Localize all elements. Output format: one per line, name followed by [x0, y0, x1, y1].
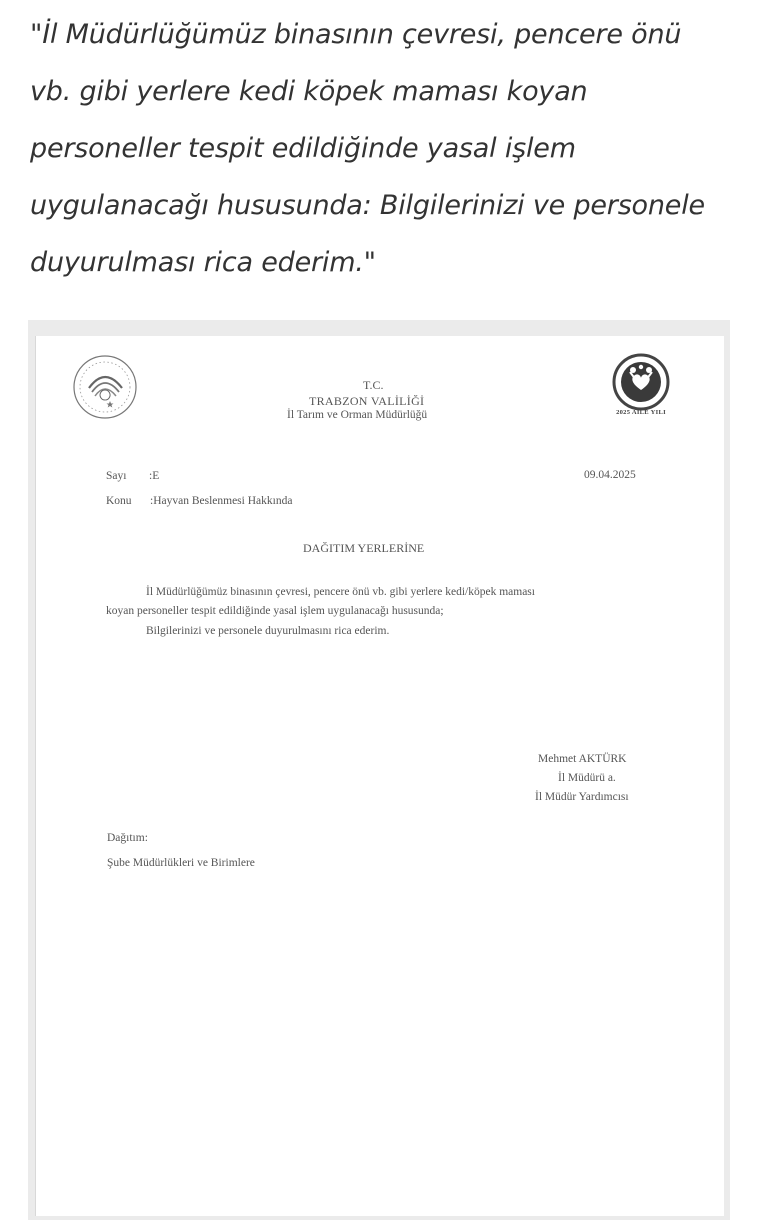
body-line-3: Bilgilerinizi ve personele duyurulmasını rica ederim.: [146, 625, 390, 637]
body-line-1: İl Müdürlüğümüz binasının çevresi, pencere önü vb. gibi yerlere kedi/köpek maması: [146, 586, 535, 598]
body-line-2: koyan personeller tespit edildiğinde yasal işlem uygulanacağı hususunda;: [106, 605, 444, 617]
document-date: 09.04.2025: [584, 469, 636, 481]
article-quote: [30, 6, 740, 291]
header-governorship: TRABZON VALİLİĞİ: [309, 394, 425, 408]
signer-title-2: İl Müdür Yardımcısı: [535, 791, 629, 803]
addressee: DAĞITIM YERLERİNE: [303, 541, 425, 555]
sayi-label: Sayı: [106, 470, 127, 482]
ministry-seal-icon: [72, 354, 138, 420]
signer-name: Mehmet AKTÜRK: [538, 753, 627, 765]
signer-title-1: İl Müdürü a.: [558, 772, 616, 784]
distribution-label: Dağıtım:: [107, 832, 148, 844]
quote-line: "İl Müdürlüğümüz binasının çevresi, pencere önü: [30, 19, 682, 50]
konu-value: :Hayvan Beslenmesi Hakkında: [150, 495, 293, 507]
quote-line: personeller tespit edildiğinde yasal işlem: [30, 133, 576, 164]
family-year-caption: 2025 AİLE YILI: [616, 409, 666, 416]
quote-line: uygulanacağı hususunda: Bilgilerinizi ve personele: [30, 190, 705, 221]
header-directorate: İl Tarım ve Orman Müdürlüğü: [287, 409, 428, 421]
distribution-value: Şube Müdürlükleri ve Birimlere: [107, 857, 255, 869]
quote-line: duyurulması rica ederim.": [30, 247, 376, 278]
official-letter-page: [36, 336, 724, 1216]
header-tc: T.C.: [363, 378, 384, 392]
sayi-value: :E: [149, 470, 160, 482]
konu-label: Konu: [106, 495, 132, 507]
quote-line: vb. gibi yerlere kedi köpek maması koyan: [30, 76, 588, 107]
